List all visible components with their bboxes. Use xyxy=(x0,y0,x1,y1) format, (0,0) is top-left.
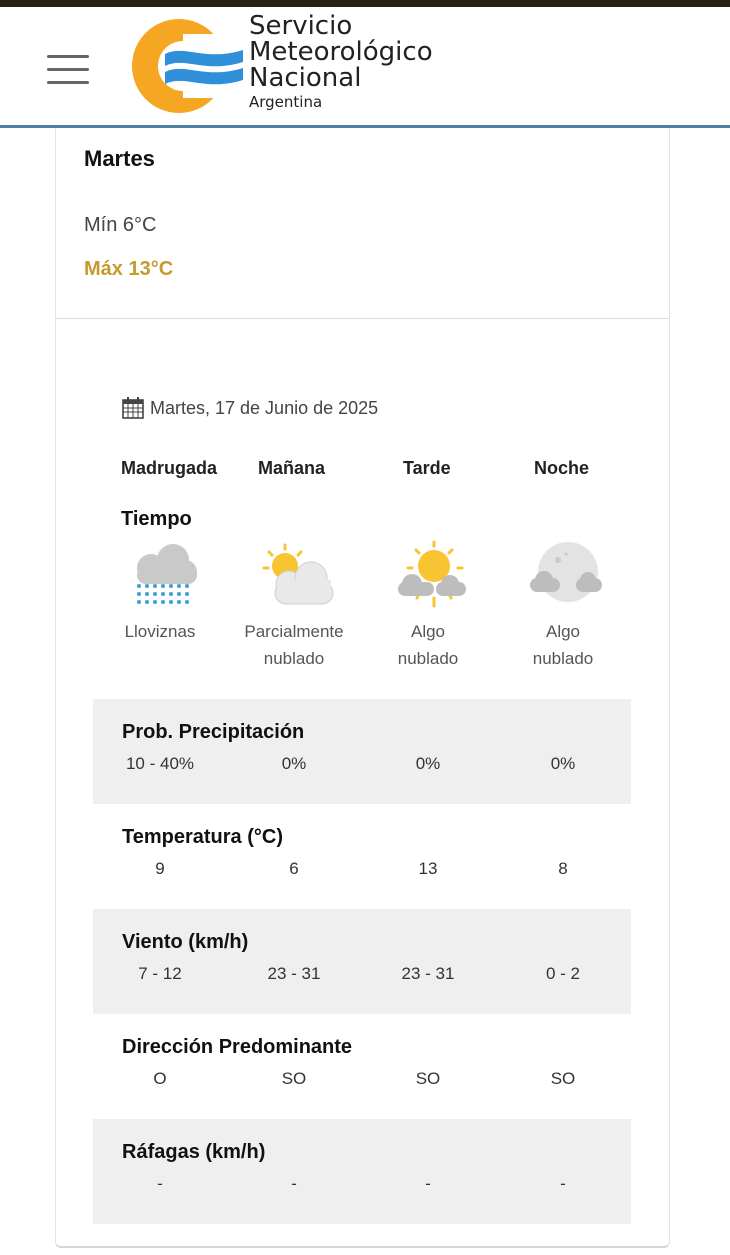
weather-desc-line: Lloviznas xyxy=(124,622,196,641)
row-value: O xyxy=(153,1069,167,1088)
period-tarde: Tarde xyxy=(403,458,451,478)
partly-cloudy-icon xyxy=(259,540,339,612)
weather-desc-manana xyxy=(224,618,364,672)
row-value: 0% xyxy=(550,754,576,773)
logo-subtitle: Argentina xyxy=(249,93,323,111)
row-title: Ráfagas (km/h) xyxy=(122,1141,266,1163)
forecast-card xyxy=(55,128,670,1248)
row-value: SO xyxy=(415,1069,441,1088)
weather-desc-noche xyxy=(493,618,633,672)
period-noche: Noche xyxy=(534,458,590,478)
row-wind xyxy=(93,909,631,1014)
logo-line-2: Meteorológico xyxy=(249,37,433,67)
row-precipitation xyxy=(93,699,631,804)
weather-desc-madrugada xyxy=(90,618,230,645)
row-value: SO xyxy=(281,1069,307,1088)
status-bar-strip xyxy=(0,0,730,7)
rain-drizzle-icon xyxy=(123,540,203,612)
weather-section-title: Tiempo xyxy=(121,508,192,530)
weather-desc-line: nublado xyxy=(397,649,459,668)
weather-desc-line: nublado xyxy=(263,649,325,668)
weather-desc-line: Algo xyxy=(545,622,581,641)
row-value: 6 xyxy=(289,859,299,878)
row-value: 0% xyxy=(415,754,441,773)
calendar-icon xyxy=(121,396,145,420)
smn-logo-icon[interactable] xyxy=(125,14,247,118)
menu-icon[interactable] xyxy=(47,55,89,85)
period-madrugada: Madrugada xyxy=(121,458,218,478)
weather-desc-tarde xyxy=(358,618,498,672)
row-value: - xyxy=(425,1174,431,1193)
date-text: Martes, 17 de Junio de 2025 xyxy=(150,397,379,418)
weather-desc-line: Algo xyxy=(410,622,446,641)
row-value: 10 - 40% xyxy=(125,754,195,773)
row-value: 7 - 12 xyxy=(138,964,182,983)
row-title: Prob. Precipitación xyxy=(122,721,305,743)
row-temperature xyxy=(93,804,631,909)
moon-cloud-icon xyxy=(526,540,606,612)
row-value: SO xyxy=(550,1069,576,1088)
weather-desc-line: Parcialmente xyxy=(244,622,344,641)
row-value: 13 xyxy=(418,859,438,878)
min-temperature: Mín 6°C xyxy=(84,214,157,236)
weather-desc-line: nublado xyxy=(532,649,594,668)
row-value: 0% xyxy=(281,754,307,773)
divider xyxy=(56,318,669,319)
logo-line-1: Servicio xyxy=(249,11,353,41)
logo-wordmark xyxy=(249,13,509,112)
row-title: Temperatura (°C) xyxy=(122,826,283,848)
row-direction xyxy=(93,1014,631,1119)
row-value: 23 - 31 xyxy=(401,964,455,983)
row-value: - xyxy=(157,1174,163,1193)
site-header xyxy=(0,7,730,128)
row-value: 9 xyxy=(155,859,165,878)
row-title: Dirección Predominante xyxy=(122,1036,353,1058)
day-title: Martes xyxy=(84,146,155,171)
row-value: 8 xyxy=(558,859,568,878)
forecast-date xyxy=(121,396,378,420)
period-manana: Mañana xyxy=(258,458,326,478)
row-value: - xyxy=(291,1174,297,1193)
row-gusts xyxy=(93,1119,631,1224)
row-value: - xyxy=(560,1174,566,1193)
row-value: 23 - 31 xyxy=(267,964,321,983)
row-value: 0 - 2 xyxy=(545,964,581,983)
max-temperature: Máx 13°C xyxy=(84,258,174,280)
logo-line-3: Nacional xyxy=(249,63,362,93)
row-title: Viento (km/h) xyxy=(122,931,249,953)
sun-cloud-icon xyxy=(390,540,470,612)
